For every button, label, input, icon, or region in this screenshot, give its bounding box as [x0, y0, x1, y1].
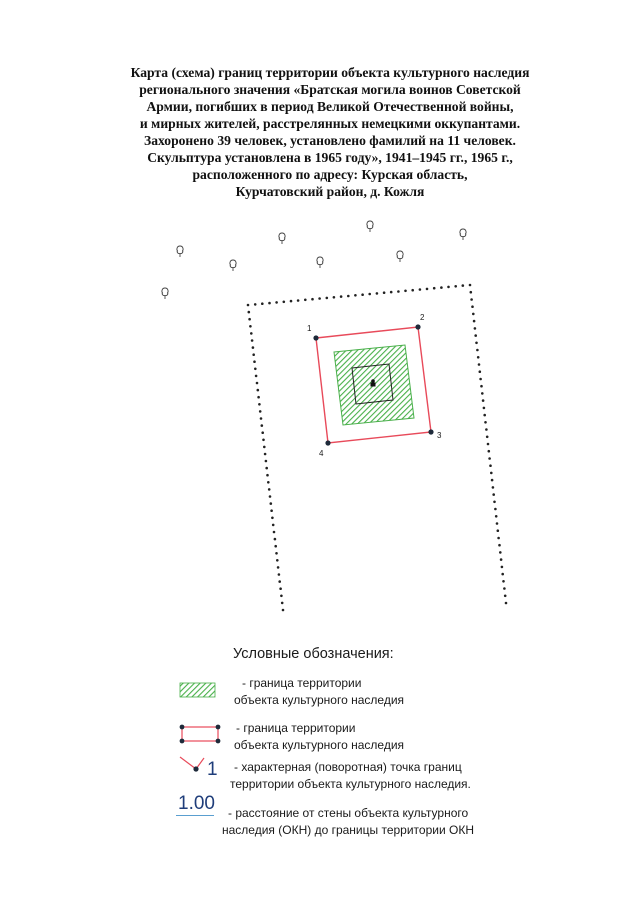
fence-dots — [247, 284, 508, 612]
fence-post — [270, 502, 273, 505]
fence-post — [249, 325, 252, 328]
legend-distance-underline — [176, 815, 214, 816]
fence-post — [489, 464, 492, 467]
fence-post — [497, 529, 500, 532]
boundary-point — [307, 324, 319, 341]
fence-post — [265, 467, 268, 470]
fence-post — [471, 305, 474, 308]
fence-post — [311, 298, 314, 301]
fence-post — [491, 479, 494, 482]
fence-post — [275, 301, 278, 304]
fence-post — [475, 342, 478, 345]
legend-label: - граница территории — [242, 676, 362, 690]
fence-post — [494, 508, 497, 511]
fence-post — [490, 472, 493, 475]
fence-post — [482, 399, 485, 402]
fence-post — [419, 288, 422, 291]
fence-post — [376, 292, 379, 295]
legend-item-point — [230, 759, 471, 793]
tree-icon — [177, 246, 183, 257]
point-label: 4 — [319, 449, 324, 458]
fence-post — [269, 495, 272, 498]
fence-post — [476, 349, 479, 352]
fence-post — [254, 303, 257, 306]
tree-icon — [279, 233, 285, 244]
fence-post — [485, 428, 488, 431]
fence-post — [354, 294, 357, 297]
legend-point-number: 1 — [207, 759, 218, 780]
legend-label: территории объекта культурного наследия. — [230, 777, 471, 791]
legend-distance-number: 1.00 — [178, 793, 215, 814]
fence-post — [481, 392, 484, 395]
title-line: и мирных жителей, расстрелянных немецкими оккупантами. — [139, 116, 521, 131]
fence-post — [404, 290, 407, 293]
legend-item-hatch — [234, 675, 404, 709]
fence-post — [499, 551, 502, 554]
legend-hatch-swatch — [180, 683, 215, 697]
fence-post — [498, 544, 501, 547]
fence-post — [487, 443, 490, 446]
fence-post — [273, 531, 276, 534]
fence-post — [257, 389, 260, 392]
fence-post — [495, 515, 498, 518]
fence-post — [411, 289, 414, 292]
fence-post — [440, 286, 443, 289]
fence-post — [278, 580, 281, 583]
fence-post — [248, 311, 251, 314]
fence-post — [267, 481, 270, 484]
fence-post — [247, 304, 250, 307]
fence-line — [248, 285, 506, 610]
title-line: Скульптура установлена в 1965 году», 1941–1945 гг., 1965 г., — [147, 150, 513, 165]
fence-post — [248, 318, 251, 321]
fence-post — [326, 297, 329, 300]
fence-post — [479, 378, 482, 381]
fence-post — [368, 293, 371, 296]
point-label: 3 — [437, 431, 442, 440]
fence-post — [478, 363, 481, 366]
fence-post — [277, 566, 280, 569]
fence-post — [447, 286, 450, 289]
fence-post — [271, 517, 274, 520]
fence-post — [266, 474, 269, 477]
fence-post — [474, 327, 477, 330]
fence-post — [390, 291, 393, 294]
legend-boundary-swatch — [180, 725, 221, 744]
tree-icon — [317, 257, 323, 268]
fence-post — [270, 509, 273, 512]
title-line: Курчатовский район, д. Кожля — [235, 184, 425, 199]
fence-post — [275, 552, 278, 555]
fence-post — [501, 573, 504, 576]
fence-post — [259, 410, 262, 413]
fence-post — [333, 296, 336, 299]
fence-post — [272, 524, 275, 527]
fence-post — [347, 295, 350, 298]
fence-post — [474, 334, 477, 337]
title-line: регионального значения «Братская могила воинов Советской — [139, 82, 521, 97]
fence-post — [484, 421, 487, 424]
fence-post — [304, 299, 307, 302]
fence-post — [470, 291, 473, 294]
fence-post — [479, 370, 482, 373]
fence-post — [433, 287, 436, 290]
fence-post — [297, 299, 300, 302]
fence-post — [252, 346, 255, 349]
fence-post — [318, 297, 321, 300]
title-line: Карта (схема) границ территории объекта культурного наследия — [130, 65, 530, 80]
fence-post — [470, 298, 473, 301]
legend-label: - граница территории — [236, 721, 356, 735]
fence-post — [486, 436, 489, 439]
point-label: 1 — [307, 324, 312, 333]
legend-title: Условные обозначения: — [233, 646, 394, 662]
fence-post — [473, 320, 476, 323]
legend-label: - расстояние от стены объекта культурного — [228, 806, 469, 820]
fence-post — [268, 488, 271, 491]
tree-icon — [460, 229, 466, 240]
legend-label: - характерная (поворотная) точка границ — [234, 760, 462, 774]
fence-post — [454, 285, 457, 288]
fence-post — [283, 301, 286, 304]
title-line: Армии, погибших в период Великой Отечественной войны, — [146, 99, 514, 114]
fence-post — [500, 558, 503, 561]
fence-post — [493, 501, 496, 504]
fence-post — [480, 385, 483, 388]
fence-post — [268, 302, 271, 305]
boundary-point — [319, 440, 331, 458]
tree-group — [162, 221, 466, 299]
fence-post — [258, 403, 261, 406]
fence-post — [254, 368, 257, 371]
fence-post — [361, 293, 364, 296]
fence-post — [501, 566, 504, 569]
fence-post — [492, 486, 495, 489]
fence-post — [255, 375, 258, 378]
legend-label: объекта культурного наследия — [234, 738, 405, 752]
fence-post — [256, 382, 259, 385]
fence-post — [274, 538, 277, 541]
fence-post — [462, 284, 465, 287]
fence-post — [251, 339, 254, 342]
fence-post — [472, 313, 475, 316]
fence-post — [282, 609, 285, 612]
point-label: 2 — [420, 313, 425, 322]
fence-post — [483, 407, 486, 410]
fence-post — [477, 356, 480, 359]
fence-post — [276, 559, 279, 562]
tree-icon — [230, 260, 236, 271]
fence-post — [483, 414, 486, 417]
fence-post — [496, 522, 499, 525]
boundary-point — [428, 429, 442, 440]
fence-post — [261, 424, 264, 427]
fence-post — [261, 302, 264, 305]
fence-post — [426, 288, 429, 291]
title-line: Захоронено 39 человек, установлено фамилий на 11 человек. — [144, 133, 516, 148]
fence-post — [250, 332, 253, 335]
fence-post — [274, 545, 277, 548]
tree-icon — [397, 251, 403, 262]
fence-post — [492, 493, 495, 496]
fence-post — [257, 396, 260, 399]
legend-item-distance — [222, 805, 474, 839]
fence-post — [469, 284, 472, 287]
fence-post — [497, 537, 500, 540]
fence-post — [383, 291, 386, 294]
fence-post — [263, 446, 266, 449]
fence-post — [262, 439, 265, 442]
fence-post — [488, 457, 491, 460]
fence-post — [504, 595, 507, 598]
title-line: расположенного по адресу: Курская область, — [192, 167, 468, 182]
tree-icon — [162, 288, 168, 299]
fence-post — [264, 453, 267, 456]
legend-label: наследия (ОКН) до границы территории ОКН — [222, 823, 474, 837]
fence-post — [252, 353, 255, 356]
tree-icon — [367, 221, 373, 232]
fence-post — [265, 460, 268, 463]
fence-post — [260, 417, 263, 420]
fence-post — [290, 300, 293, 303]
legend-item-boundary — [234, 720, 404, 754]
fence-post — [488, 450, 491, 453]
fence-post — [340, 295, 343, 298]
fence-post — [502, 580, 505, 583]
boundary-point — [415, 313, 425, 330]
fence-post — [253, 360, 256, 363]
fence-post — [505, 602, 508, 605]
fence-post — [278, 573, 281, 576]
fence-post — [261, 431, 264, 434]
fence-post — [280, 595, 283, 598]
legend-point-symbol — [180, 757, 218, 780]
fence-post — [397, 290, 400, 293]
fence-post — [503, 587, 506, 590]
legend-label: объекта культурного наследия — [234, 693, 405, 707]
fence-post — [279, 587, 282, 590]
fence-post — [281, 602, 284, 605]
